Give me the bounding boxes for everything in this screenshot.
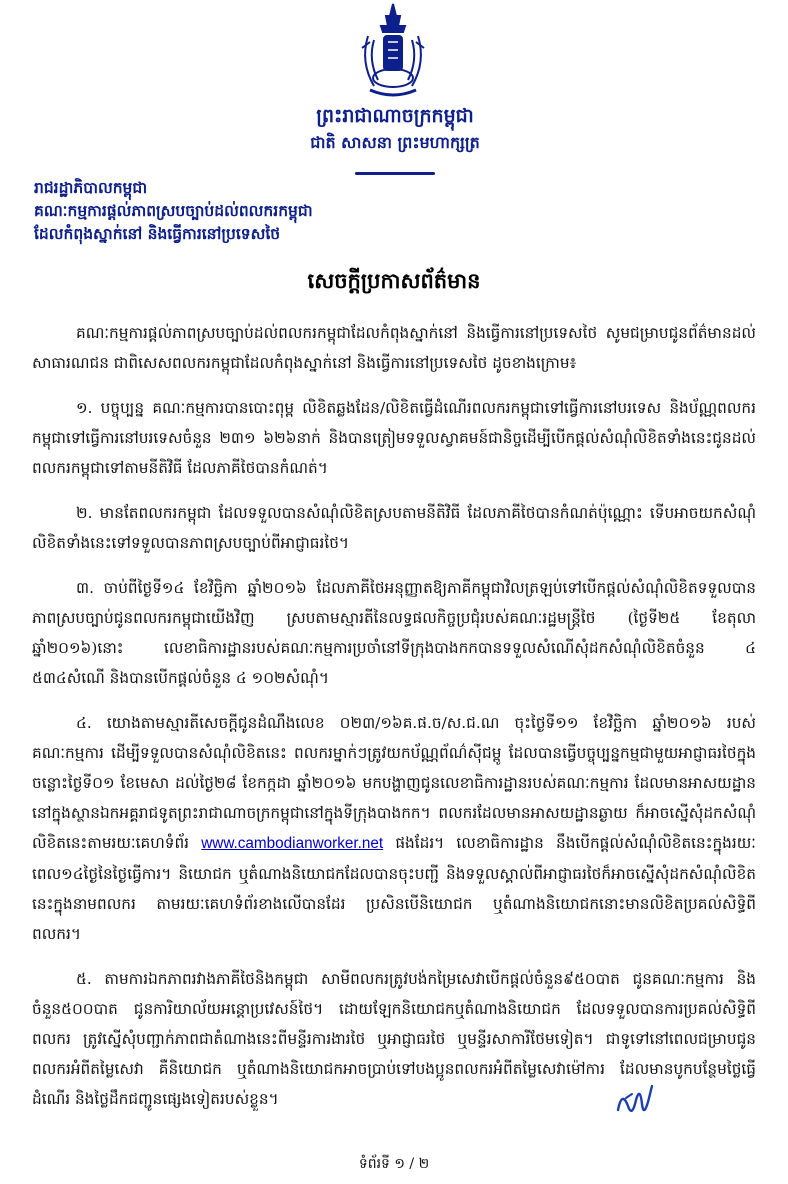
document-title: សេចក្តីប្រកាសព័ត៌មាន <box>307 268 481 293</box>
paragraph-1: ១. បច្ចុប្បន្ន គណៈកម្មការបានបោះពុម្ព លិខិតឆ្លងដែន/លិខិតធ្វើដំណើរពលករកម្ពុជាទៅធ្វើការនៅបរទេស និងប័ណ្ណពលករកម្ពុជាទៅធ្វើការនៅបរទេសចំនួន ២៣១ ៦២៦នាក់ និងបានត្រៀមទទួលស្វាគមន៍ជានិច្ចដើម្បីបើកផ្តល់សំណុំលិខិតទាំងនេះជូនដល់ពលករកម្ពុជាទៅតាមនីតិវិធី ដែលភាគីថៃបានកំណត់។ <box>32 399 756 477</box>
paragraph-4-part-1: ៤. យោងតាមស្មារតីសេចក្តីជូនដំណឹងលេខ ០២៣/១៦គ.ផ.ច/ស.ជ.ណ ចុះថ្ងៃទី១១ ខែវិច្ឆិកា ឆ្នាំ២០១៦ របស់គណៈកម្មការ ដើម្បីទទួលបានសំណុំលិខិតនេះ ពលករម្នាក់ៗត្រូវយកប័ណ្ណព័ណ៌ស៊ីជម្ពូ ដែលបានធ្វើបច្ចុប្បន្នកម្មជាមួយអាជ្ញាធរថៃក្នុងចន្លោះថ្ងៃទី០១ ខែមេសា ដល់ថ្ងៃ២៨ ខែកក្កដា ឆ្នាំ២០១៦ មកបង្ហាញជូនលេខាធិការដ្ឋានរបស់គណៈកម្មការ ដែលមានអាសយដ្ឋាននៅក្នុងស្ថានឯកអគ្គរាជទូតព្រះរាជាណាចក្រកម្ពុជានៅក្នុងទីក្រុងបាងកក។ ពលករដែលមានអាសយដ្ឋានឆ្ងាយ ក៏អាចស្នើសុំដកសំណុំលិខិតនេះតាមរយៈគេហទំព័រ <box>32 714 756 852</box>
motto-divider <box>355 172 435 175</box>
paragraph-intro: គណៈកម្មការផ្តល់ភាពស្របច្បាប់ដល់ពលករកម្ពុជាដែលកំពុងស្នាក់នៅ និងធ្វើការនៅប្រទេសថៃ សូមជម្រាបជូនព័ត៌មានដល់សាធារណជន ជាពិសេសពលករកម្ពុជាដែលកំពុងស្នាក់នៅ និងធ្វើការនៅប្រទេសថៃ ដូចខាងក្រោម៖ <box>32 324 756 372</box>
royal-emblem-icon <box>348 2 438 102</box>
paragraph-2: ២. មានតែពលករកម្ពុជា ដែលទទួលបានសំណុំលិខិតស្របតាមនីតិវិធី ដែលភាគីថៃបានកំណត់ប៉ុណ្ណោះ ទើបអាចយកសំណុំលិខិតទាំងនេះទៅទទួលបានភាពស្របច្បាប់ពីអាជ្ញាធរថៃ។ <box>32 504 756 552</box>
paragraph-4-part-2: ផងដែរ។ លេខាធិការដ្ឋាន នឹងបើកផ្តល់សំណុំលិខិតនេះក្នុងរយៈពេល១៤ថ្ងៃនៃថ្ងៃធ្វើការ។ និយោជក ឬតំណាងនិយោជកដែលបានចុះបញ្ជី និងទទួលស្គាល់ពីអាជ្ញាធរថៃក៏អាចស្នើសុំដកសំណុំលិខិតនេះក្នុងនាមពលករ តាមរយៈគេហទំព័រខាងលើបានដែរ ប្រសិនបើនិយោជក ឬតំណាងនិយោជកនោះមានលិខិតប្រគល់សិទ្ធិពីពលករ។ <box>32 834 756 943</box>
org-line-commission: គណៈកម្មការផ្តល់ភាពស្របច្បាប់ដល់ពលករកម្ពុជា <box>34 201 313 220</box>
website-link[interactable]: www.cambodianworker.net <box>201 835 384 852</box>
kingdom-heading: ព្រះរាជាណាចក្រកម្ពុជា <box>316 105 474 127</box>
signature-initials-icon <box>612 1080 658 1126</box>
paragraph-5: ៥. តាមការឯកភាពរវាងភាគីថៃនិងកម្ពុជា សាមីពលករត្រូវបង់កម្រៃសេវាបើកផ្តល់ចំនួន៩៥០បាត ជូនគណៈកម្មការ និងចំនួន៥០០បាត ជូនការិយាល័យអន្តោប្រវេសន៍ថៃ។ ដោយឡែកនិយោជកឬតំណាងនិយោជក ដែលទទួលបានការប្រគល់សិទ្ធិពីពលករ ត្រូវស្នើសុំបញ្ជាក់ភាពជាតំណាងនេះពីមន្ទីរការងារថៃ ឬអាជ្ញាធរថៃ ឬមន្ទីរសាការីថែមទៀត។ ជាទូទៅនៅពេលជម្រាបជូនពលករអំពីតម្លៃសេវា គឺនិយោជក ឬតំណាងនិយោជកអាចប្រាប់ទៅបងប្អូនពលករអំពីតម្លៃសេវាម៉ៅការ ដែលមានបូកបន្ថែមថ្លៃធ្វើដំណើរ និងថ្លៃដឹកជញ្ជូនផ្សេងទៀតរបស់ខ្លួន។ <box>32 970 756 1108</box>
paragraph-4 <box>32 708 756 949</box>
page-number: ទំព័រទី ១ / ២ <box>358 1156 430 1172</box>
org-line-government: រាជរដ្ឋាភិបាលកម្ពុជា <box>34 178 148 197</box>
national-motto: ជាតិ សាសនា ព្រះមហាក្សត្រ <box>310 133 480 152</box>
document-body <box>32 318 756 1129</box>
org-line-scope: ដែលកំពុងស្នាក់នៅ និងធ្វើការនៅប្រទេសថៃ <box>34 224 281 243</box>
paragraph-3: ៣. ចាប់ពីថ្ងៃទី១៤ ខែវិច្ឆិកា ឆ្នាំ២០១៦ ដែលភាគីថៃអនុញ្ញាតឱ្យភាគីកម្ពុជាវិលត្រឡប់ទៅបើកផ្តល់សំណុំលិខិតទទួលបានភាពស្របច្បាប់ជូនពលករកម្ពុជាយើងវិញ ស្របតាមស្មារតីនៃលទ្ធផលកិច្ចប្រជុំរបស់គណៈរដ្ឋមន្ត្រីថៃ (ថ្ងៃទី២៥ ខែតុលា ឆ្នាំ២០១៦)នោះ លេខាធិការដ្ឋានរបស់គណៈកម្មការប្រចាំនៅទីក្រុងបាងកកបានទទួលសំណើសុំដកសំណុំលិខិតចំនួន ៤ ៥៣៤សំណើ និងបានបើកផ្តល់ចំនួន ៤ ១០២សំណុំ។ <box>32 579 756 687</box>
